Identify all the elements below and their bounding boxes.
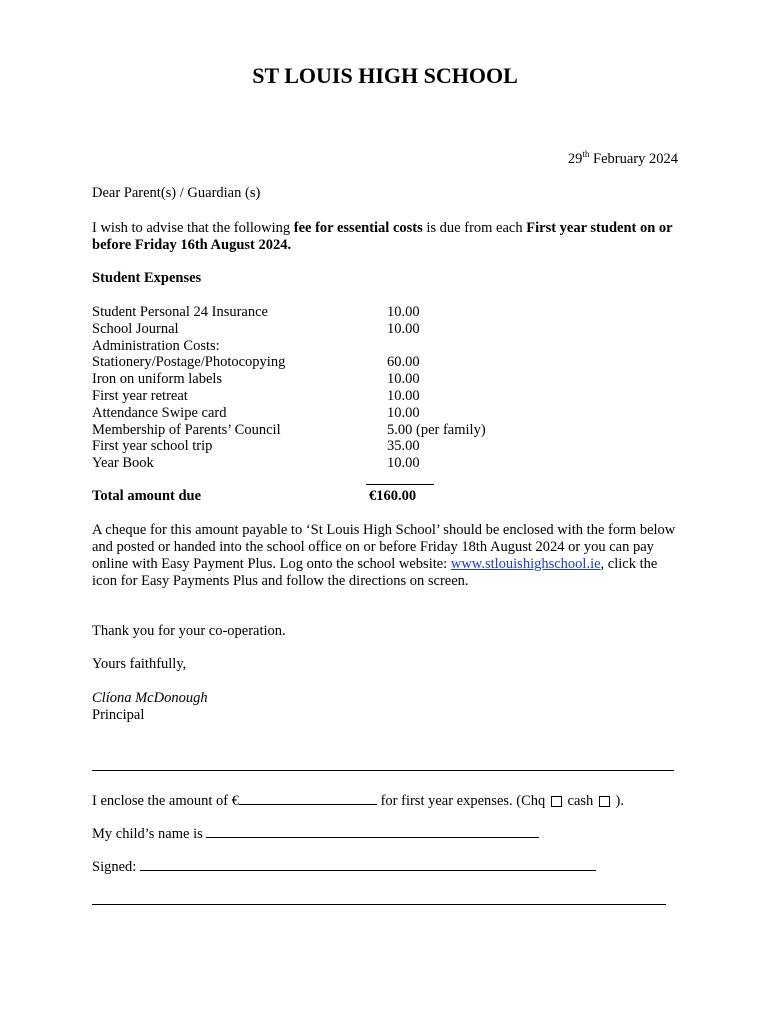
school-title: ST LOUIS HIGH SCHOOL (252, 63, 518, 88)
school-website-link[interactable]: www.stlouishighschool.ie (450, 556, 601, 572)
expense-name: Membership of Parents’ Council (92, 422, 281, 438)
expense-name: Iron on uniform labels (92, 371, 223, 387)
payment-text-2: , click the icon for Easy Payments Plus and follow the directions on screen. (92, 556, 658, 589)
total-rule (366, 484, 434, 485)
enclose-suffix: for first year expenses. (Chq (376, 793, 546, 809)
expense-name: School Journal (92, 321, 179, 337)
signature-blank[interactable] (140, 857, 596, 871)
intro-bold-fee: fee for essential costs (293, 220, 423, 236)
enclose-prefix: I enclose the amount of € (92, 793, 239, 809)
expenses-heading: Student Expenses (92, 270, 202, 286)
intro-bold-deadline: First year student on or before Friday 16th August 2024. (92, 220, 673, 253)
child-name-blank[interactable] (206, 824, 539, 838)
expense-amount: 10.00 (387, 455, 420, 471)
expense-amount: 10.00 (387, 371, 420, 387)
enclose-end: ). (611, 793, 625, 809)
expense-name: Year Book (92, 455, 154, 471)
expense-amount: 60.00 (387, 354, 420, 370)
cash-checkbox[interactable] (599, 796, 610, 807)
enclose-line (92, 791, 624, 810)
expense-name: Attendance Swipe card (92, 405, 227, 421)
expense-name: Administration Costs: (92, 338, 220, 354)
cash-label: cash (567, 793, 594, 809)
letter-date (568, 151, 678, 168)
amount-blank[interactable] (239, 791, 377, 805)
signed-line (92, 857, 596, 876)
expense-amount: 10.00 (387, 405, 420, 421)
intro-text-1: I wish to advise that the following (92, 220, 294, 236)
expense-amount: 35.00 (387, 438, 420, 454)
greeting: Dear Parent(s) / Guardian (s) (92, 185, 261, 201)
intro-paragraph (92, 220, 682, 254)
cheque-checkbox[interactable] (551, 796, 562, 807)
expense-amount: 5.00 (per family) (387, 422, 486, 438)
expense-name: Stationery/Postage/Photocopying (92, 354, 286, 370)
expense-name: First year school trip (92, 438, 213, 454)
total-label: Total amount due (92, 488, 202, 504)
child-name-line (92, 824, 539, 843)
date-suffix: th (582, 149, 590, 160)
cut-line (92, 770, 674, 771)
payment-text-1: A cheque for this amount payable to ‘St Louis High School’ should be enclosed with the form below and posted or handed into the school office on or before Friday 18th August 2024 or you can pay online with Easy Payment Plus. Log onto the school website: (92, 522, 676, 572)
payment-paragraph (92, 522, 684, 590)
expense-name: Student Personal 24 Insurance (92, 304, 268, 320)
expense-amount: 10.00 (387, 321, 420, 337)
total-value: €160.00 (369, 488, 417, 504)
expense-amount: 10.00 (387, 304, 420, 320)
bottom-line (92, 904, 666, 905)
closing-text: Yours faithfully, (92, 656, 187, 672)
signature-name: Clíona McDonough (92, 690, 208, 706)
expense-name: First year retreat (92, 388, 188, 404)
date-rest: February 2024 (593, 151, 678, 167)
expense-amount: 10.00 (387, 388, 420, 404)
child-name-label: My child’s name is (92, 826, 203, 842)
signed-label: Signed: (92, 859, 137, 875)
thanks-text: Thank you for your co-operation. (92, 623, 286, 639)
date-day: 29 (567, 151, 583, 167)
intro-text-2: is due from each (422, 220, 527, 236)
signature-title: Principal (92, 707, 145, 723)
